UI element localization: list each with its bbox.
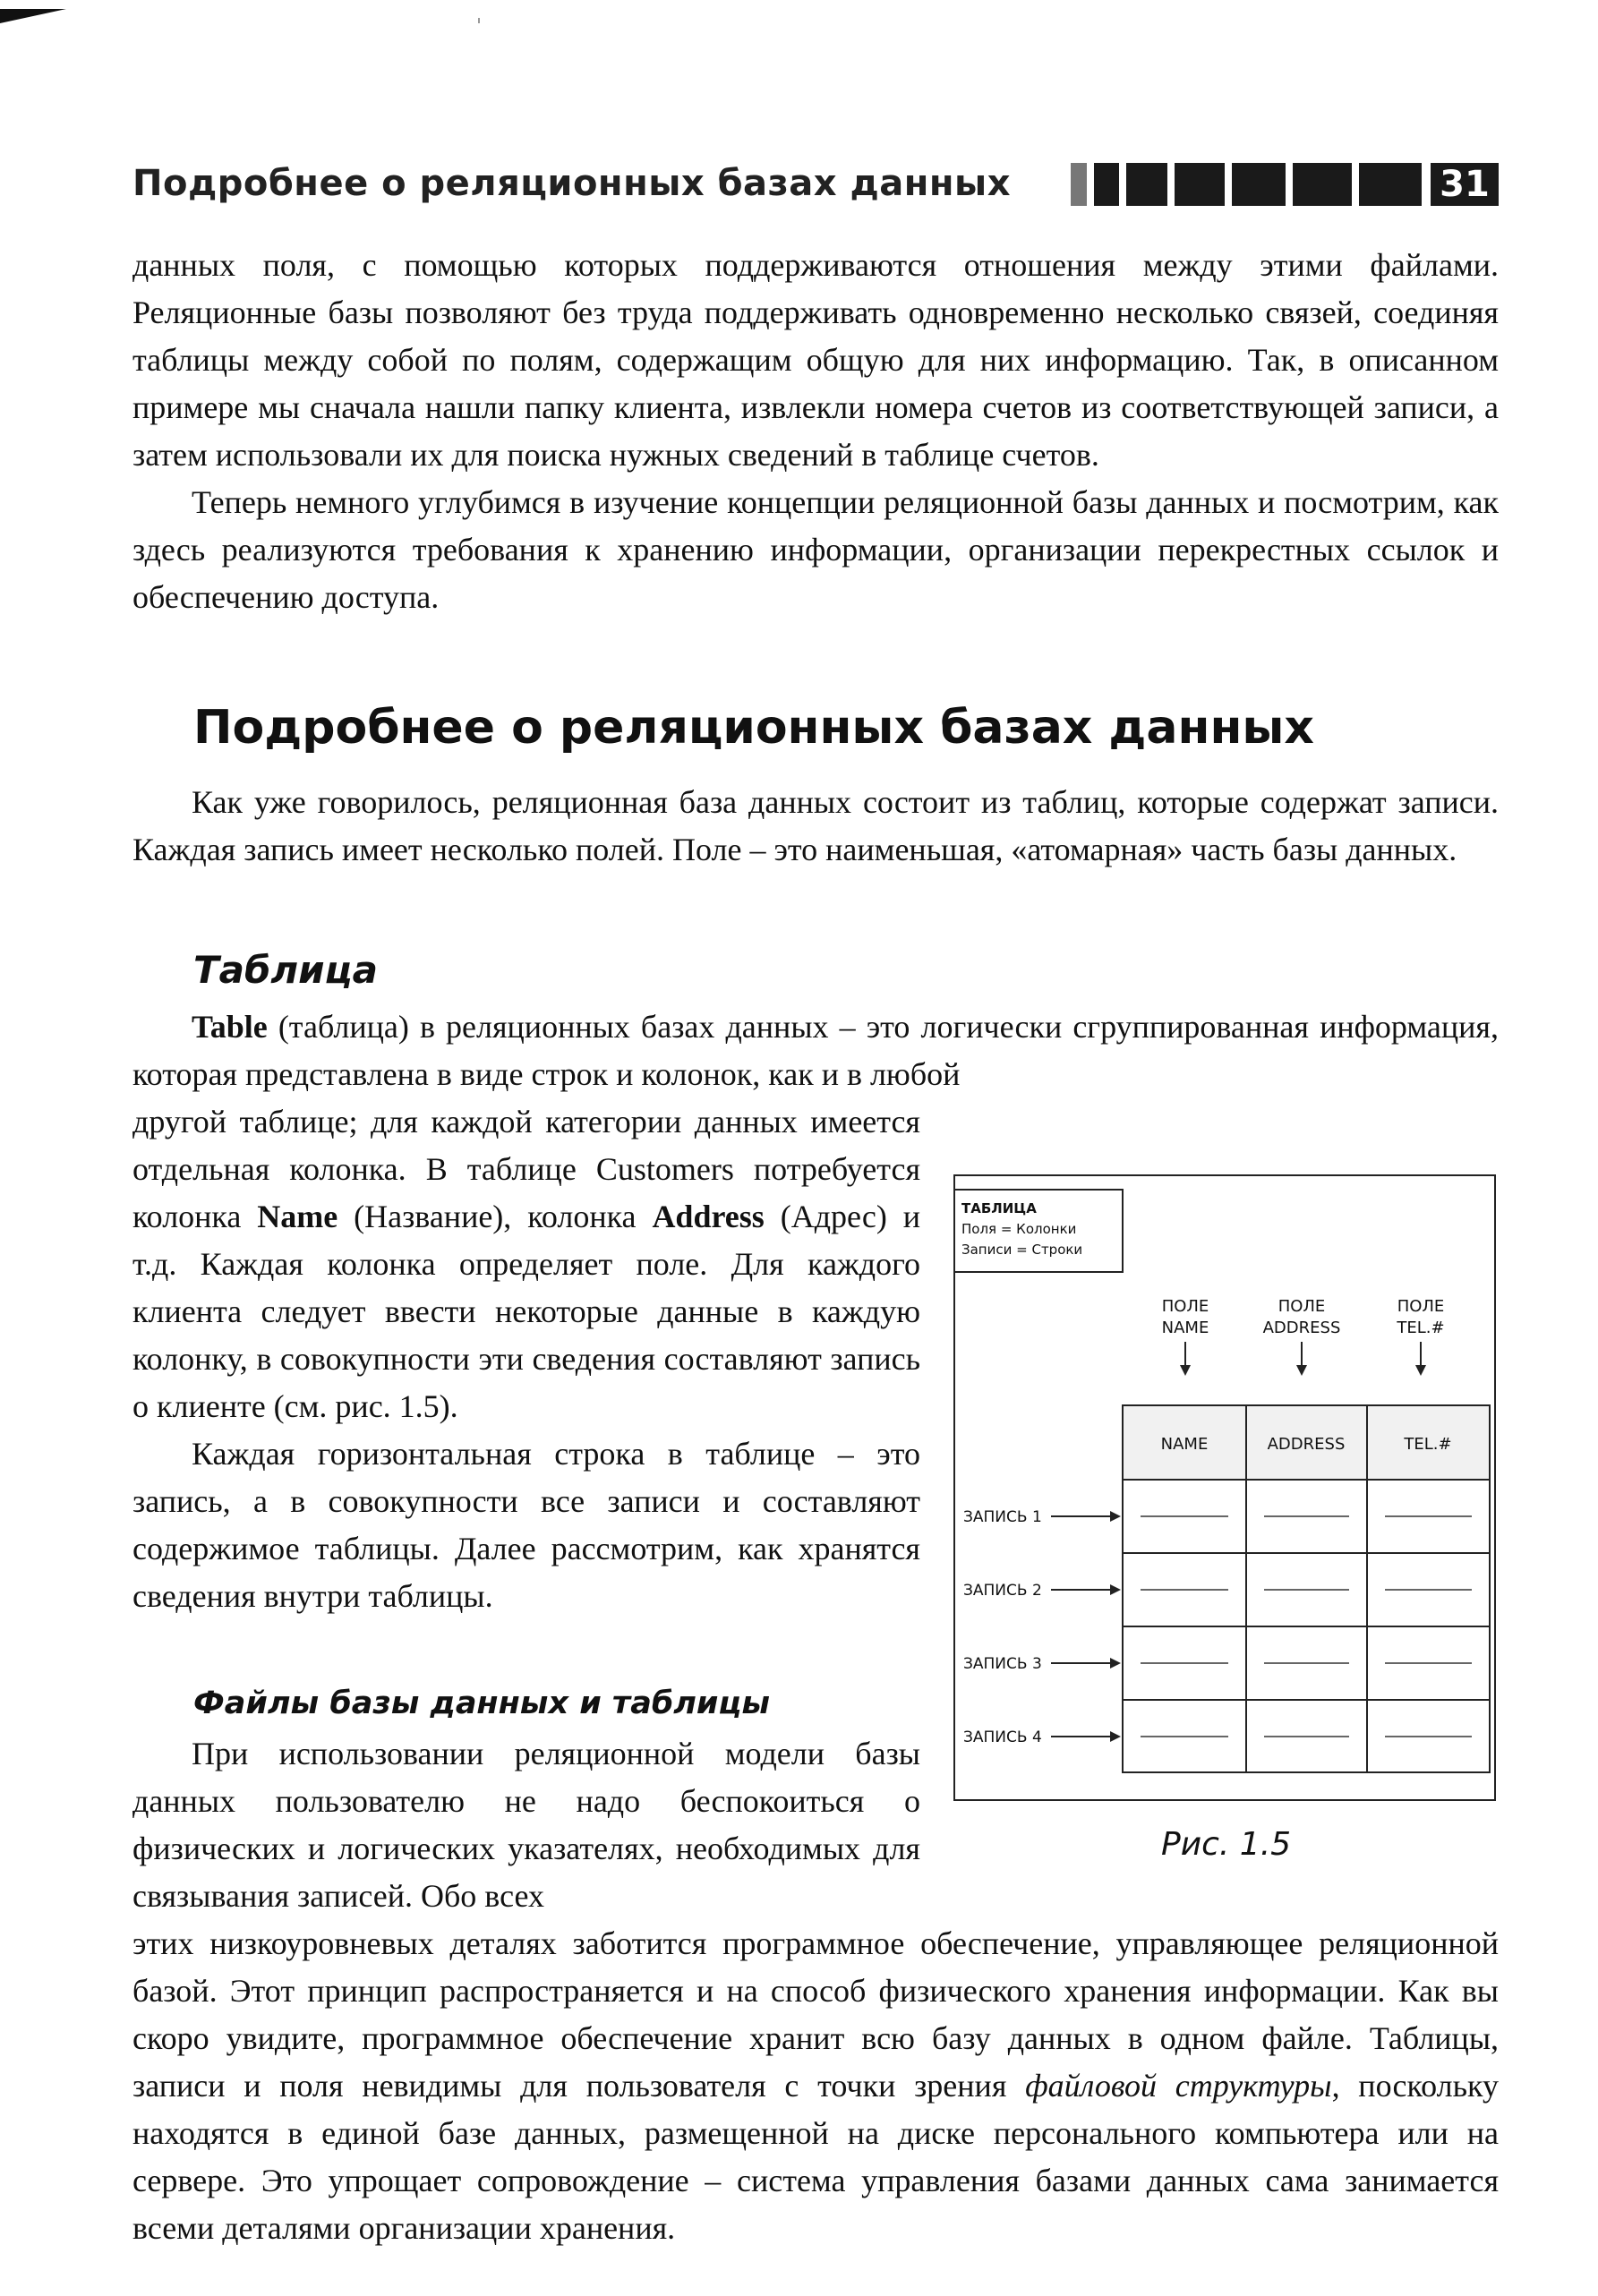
files-heading: Файлы базы данных и таблицы <box>193 1686 771 1721</box>
record-label-1 <box>963 1508 1121 1526</box>
section-heading: Подробнее о реляционных базах данных <box>193 701 1314 755</box>
column-header-name: NAME <box>1160 1435 1209 1454</box>
page-number: 31 <box>1431 163 1499 206</box>
grid-table <box>1123 1405 1490 1772</box>
field-label-address <box>1263 1297 1341 1376</box>
header-bar <box>1071 163 1422 206</box>
svg-text:TEL.#: TEL.# <box>1397 1319 1445 1337</box>
field-label-name <box>1162 1297 1209 1376</box>
svg-text:ЗАПИСЬ 2: ЗАПИСЬ 2 <box>963 1582 1042 1600</box>
svg-text:ADDRESS: ADDRESS <box>1262 1319 1341 1337</box>
running-header-title: Подробнее о реляционных базах данных <box>132 163 1012 204</box>
intro-paragraph-2: Теперь немного углубимся в изучение концепции реляционной базы данных и посмотрим, как здесь реализуются требования к хранению информации, организации перекрестных ссылок и обеспечению доступа. <box>132 484 1499 615</box>
section-paragraph: Как уже говорилось, реляционная база данных состоит из таблиц, которые содержат записи. Каждая запись имеет несколько полей. Поле – это наименьшая, «атомарная» часть базы данных. <box>132 784 1499 867</box>
intro-paragraph-1: данных поля, с помощью которых поддерживаются отношения между этими файлами. Реляционные базы позволяют без труда поддерживать одновременно несколько связей, соединяя таблицы между собой по полям, содержащим общую для них информацию. Так, в описанном примере мы сначала нашли папку клиента, извлекли номера счетов из соответствующей записи, а затем использовали их для поиска нужных сведений в таблице счетов. <box>132 247 1499 473</box>
svg-text:ЗАПИСЬ 1: ЗАПИСЬ 1 <box>963 1508 1042 1526</box>
field-label-tel <box>1396 1297 1444 1376</box>
table-wrap-text <box>132 1098 920 1620</box>
table-lead-paragraph: Table (таблица) в реляционных базах данных – это логически сгруппированная информация, которая представлена в виде строк и колонок, как и в любой <box>132 1009 1499 1092</box>
column-header-address: ADDRESS <box>1267 1435 1346 1454</box>
file-structure-term: файловой структуры <box>1025 2068 1332 2104</box>
name-term: Name <box>257 1199 338 1234</box>
address-term: Address <box>652 1199 765 1234</box>
table-lead <box>132 1003 1499 1098</box>
files-wrap-text <box>132 1730 920 1920</box>
files-full-paragraph: этих низкоуровневых деталях заботится программное обеспечение, управляющее реляционной базой. Этот принцип распространяется и на способ физического хранения информации. Как вы скоро увидите, программное обеспечение хранит всю базу данных в одном файле. Таблицы, записи и поля невидимы для пользователя с точки зрения файловой структуры, поскольку находятся в единой базе данных, размещенной на диске персонального компьютера или на сервере. Это упрощает сопровождение – система управления базами данных сама занимается всеми деталями организации хранения. <box>132 1925 1499 2246</box>
records-paragraph: Каждая горизонтальная строка в таблице – это запись, а в совокупности все записи и составляют содержимое таблицы. Далее рассмотрим, как хранятся сведения внутри таблицы. <box>132 1436 920 1614</box>
files-wrap-paragraph: При использовании реляционной модели базы данных пользователю не надо беспокоиться о физических и логических указателях, необходимых для связывания записей. Обо всех <box>132 1736 920 1914</box>
svg-text:ПОЛЕ: ПОЛЕ <box>1397 1297 1445 1316</box>
section-text <box>132 779 1499 874</box>
svg-text:ПОЛЕ: ПОЛЕ <box>1278 1297 1326 1316</box>
record-label-4 <box>963 1728 1121 1746</box>
record-label-3 <box>963 1655 1121 1673</box>
legend-fields: Поля = Колонки <box>961 1221 1077 1237</box>
corner-mark <box>0 2 72 29</box>
intro-text <box>132 242 1499 621</box>
record-label-2 <box>963 1582 1121 1600</box>
scan-speck <box>478 18 480 23</box>
svg-text:NAME: NAME <box>1161 1319 1209 1337</box>
files-full-text <box>132 1920 1499 2252</box>
table-wrap-paragraph: другой таблице; для каждой категории данных имеется отдельная колонка. В таблице Customers потребуется колонка Name (Название), колонка Address (Адрес) и т.д. Каждая колонка определяет поле. Для каждого клиента следует ввести некоторые данные в каждую колонку, в совокупности эти сведения составляют запись о клиенте (см. рис. 1.5). <box>132 1104 921 1424</box>
svg-text:ПОЛЕ: ПОЛЕ <box>1161 1297 1209 1316</box>
figure-caption: Рис. 1.5 <box>1161 1826 1292 1863</box>
legend-records: Записи = Строки <box>961 1242 1083 1258</box>
column-header-tel: TEL.# <box>1404 1435 1452 1454</box>
svg-text:ЗАПИСЬ 4: ЗАПИСЬ 4 <box>963 1728 1042 1746</box>
table-diagram <box>951 1168 1499 1805</box>
table-heading: Таблица <box>193 948 378 992</box>
table-term: Table <box>192 1009 268 1045</box>
figure-1-5 <box>951 1168 1499 1805</box>
svg-text:ЗАПИСЬ 3: ЗАПИСЬ 3 <box>963 1655 1042 1673</box>
legend-title: ТАБЛИЦА <box>961 1200 1037 1216</box>
